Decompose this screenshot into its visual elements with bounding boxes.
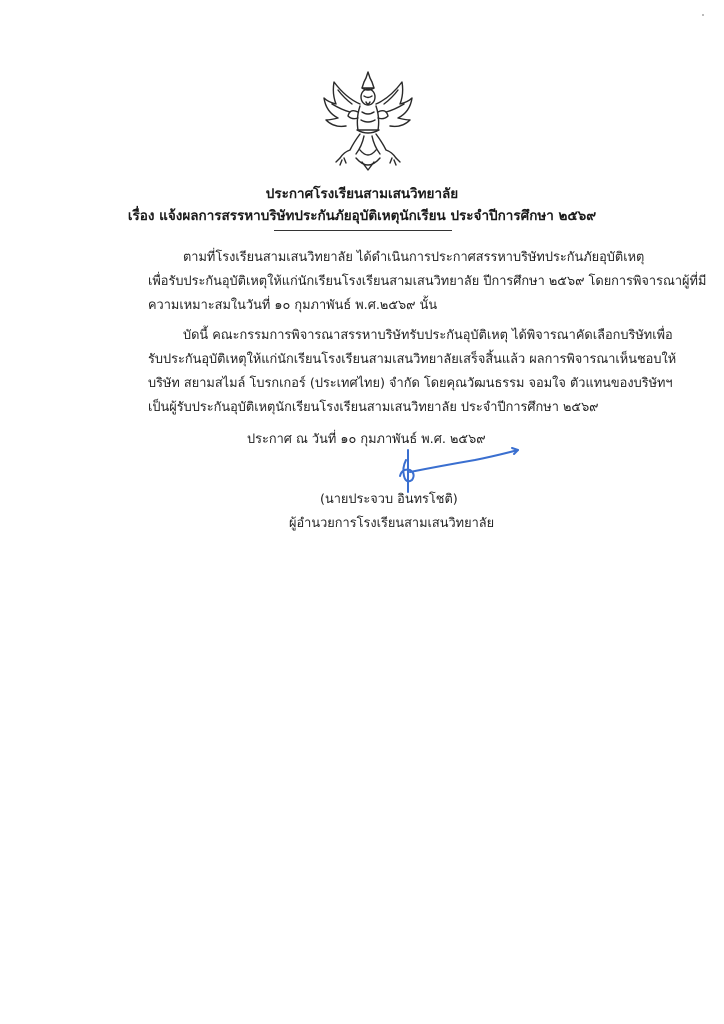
para1-line3: ความเหมาะสมในวันที่ ๑๐ กุมภาพันธ์ พ.ศ.๒๕๖๙ นั้น bbox=[148, 298, 438, 313]
title-underline bbox=[274, 230, 452, 231]
signer-position: ผู้อำนวยการโรงเรียนสามเสนวิทยาลัย bbox=[289, 516, 495, 531]
para2-line2: รับประกันอุบัติเหตุให้แก่นักเรียนโรงเรียนสามเสนวิทยาลัยเสร็จสิ้นแล้ว ผลการพิจารณาเห็นชอบให้ bbox=[148, 352, 677, 367]
announcement-subject: เรื่อง แจ้งผลการสรรหาบริษัทประกันภัยอุบัติเหตุนักเรียน ประจำปีการศึกษา ๒๕๖๙ bbox=[127, 208, 597, 224]
scan-speck bbox=[702, 14, 704, 16]
para2-line4: เป็นผู้รับประกันอุบัติเหตุนักเรียนโรงเรียนสามเสนวิทยาลัย ประจำปีการศึกษา ๒๕๖๙ bbox=[148, 400, 599, 415]
signer-name: (นายประจวบ อินทรโชติ) bbox=[320, 492, 458, 507]
para1-line2: เพื่อรับประกันอุบัติเหตุให้แก่นักเรียนโรงเรียนสามเสนวิทยาลัย ปีการศึกษา ๒๕๖๙ โดยการพิจารณาผู้ที่มี bbox=[148, 274, 707, 289]
garuda-emblem-icon bbox=[320, 68, 416, 174]
para2-line1: บัดนี้ คณะกรรมการพิจารณาสรรหาบริษัทรับประกันอุบัติเหตุ ได้พิจารณาคัดเลือกบริษัทเพื่อ bbox=[183, 328, 673, 343]
para1-line1: ตามที่โรงเรียนสามเสนวิทยาลัย ได้ดำเนินการประกาศสรรหาบริษัทประกันภัยอุบัติเหตุ bbox=[183, 250, 645, 265]
announcement-title: ประกาศโรงเรียนสามเสนวิทยาลัย bbox=[265, 186, 459, 202]
announcement-date: ประกาศ ณ วันที่ ๑๐ กุมภาพันธ์ พ.ศ. ๒๕๖๙ bbox=[247, 432, 486, 447]
para2-line3: บริษัท สยามสไมล์ โบรกเกอร์ (ประเทศไทย) จำกัด โดยคุณวัฒนธรรม จอมใจ ตัวแทนของบริษัทฯ bbox=[148, 376, 673, 391]
